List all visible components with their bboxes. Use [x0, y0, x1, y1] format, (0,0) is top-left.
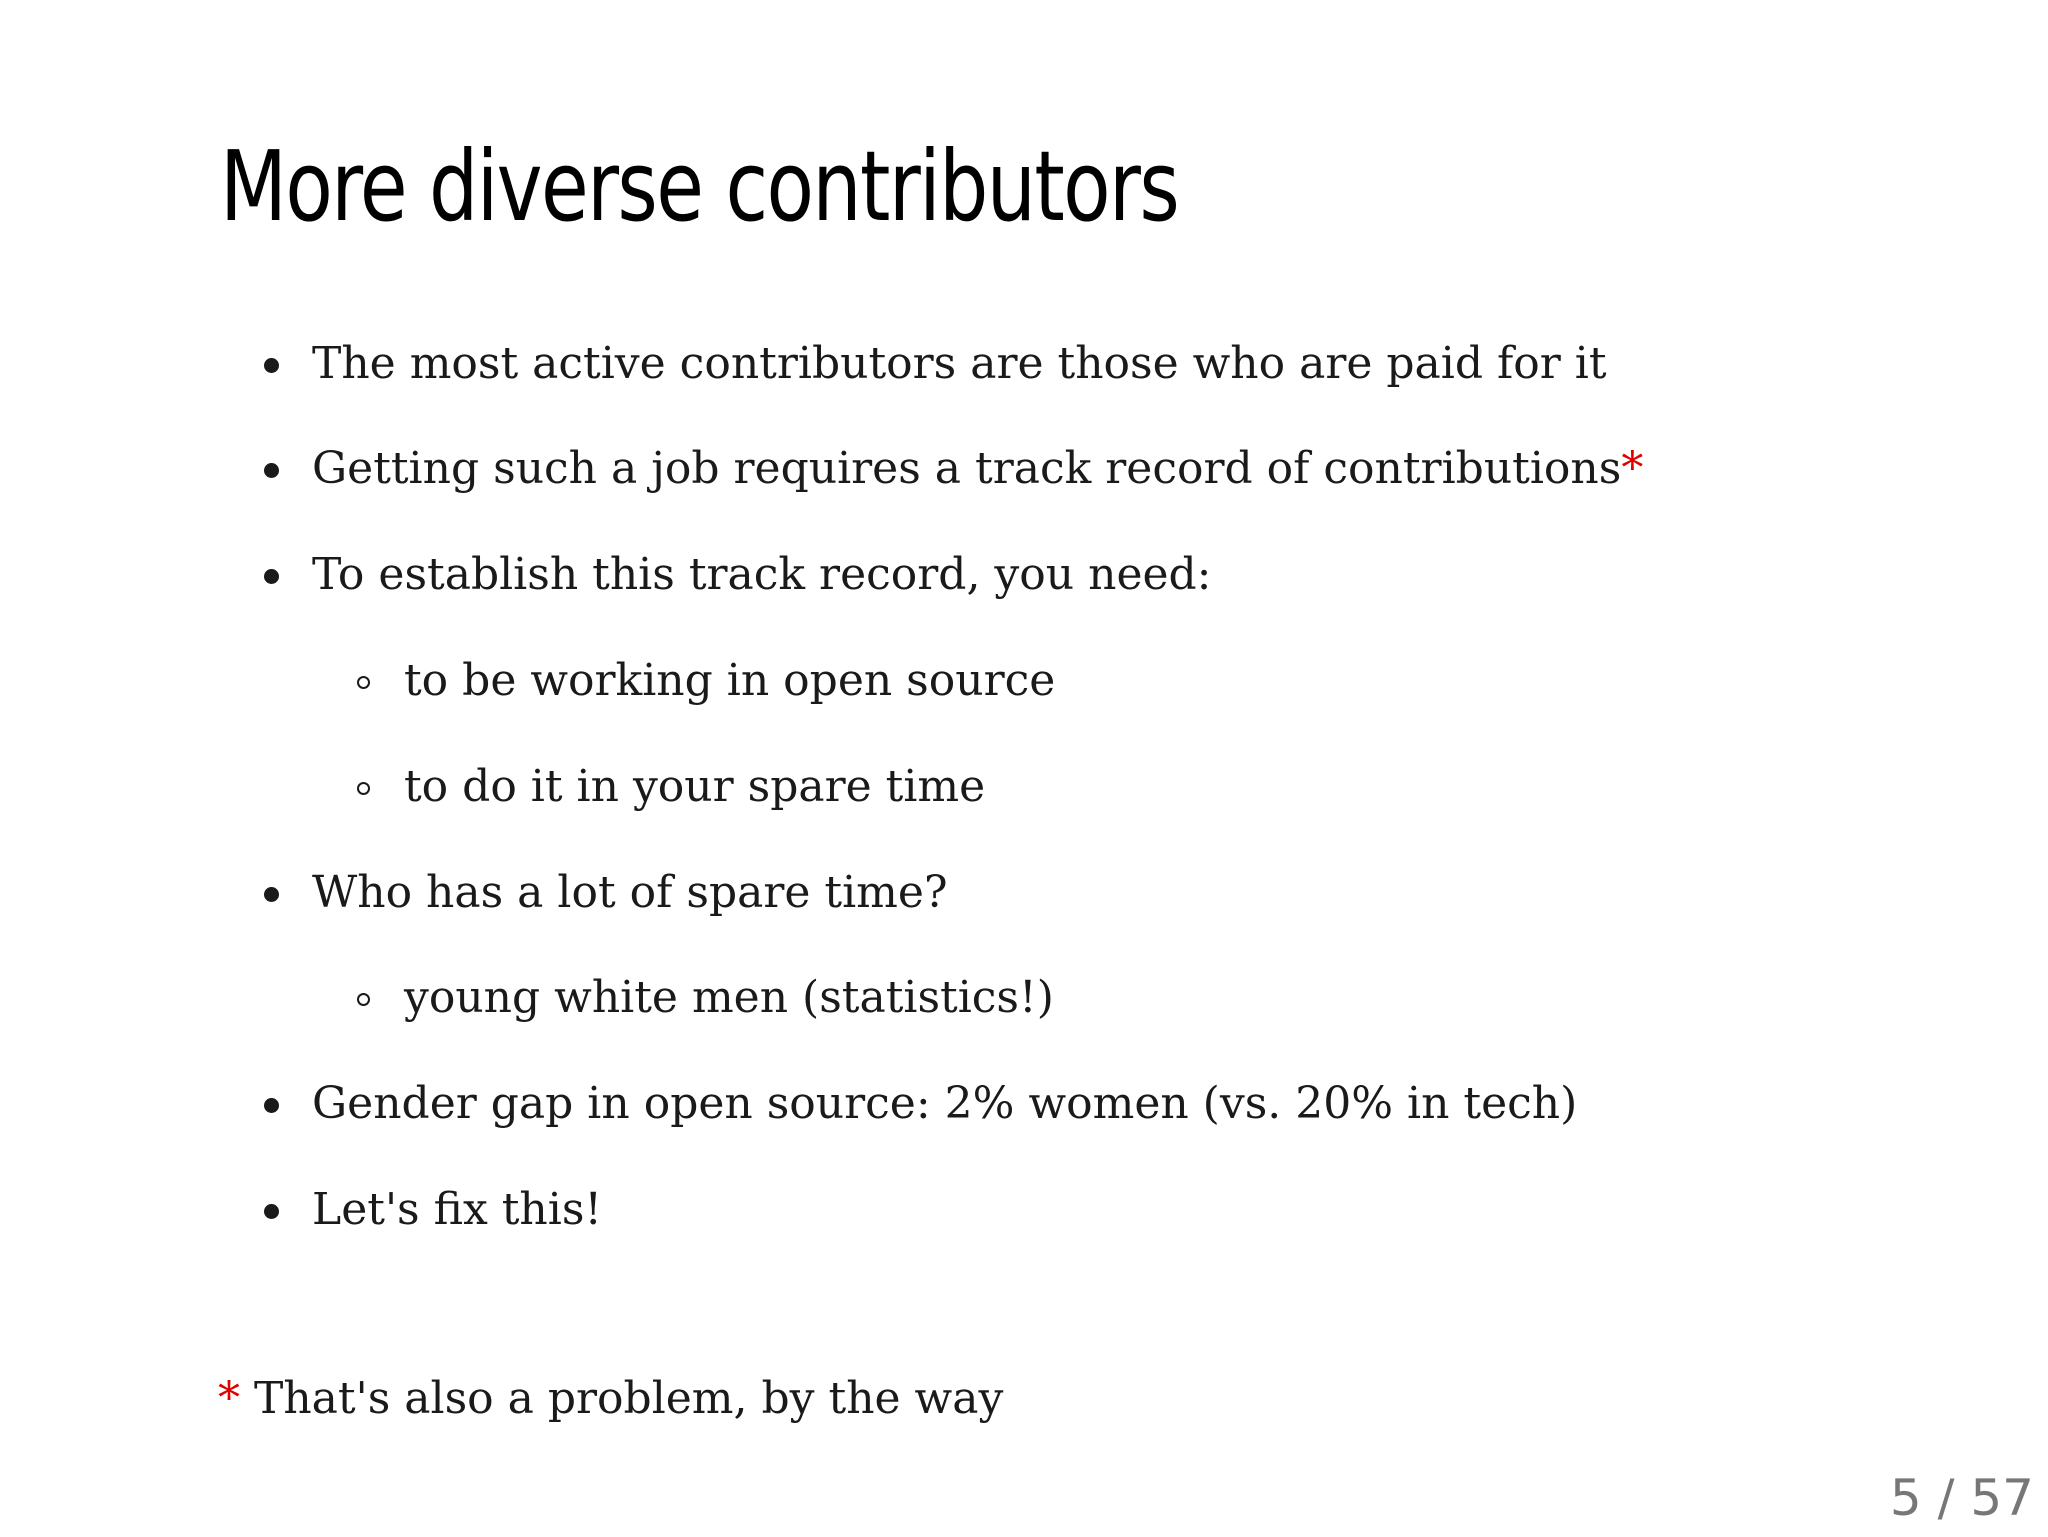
- bullet-disc-icon: [264, 1098, 279, 1113]
- list-item-text: To establish this track record, you need:: [312, 549, 1212, 600]
- list-item: [404, 972, 1054, 1023]
- footnote-asterisk: *: [1621, 443, 1644, 494]
- bullet-circle-icon: [357, 676, 370, 689]
- bullet-disc-icon: [264, 463, 279, 478]
- bullet-disc-icon: [264, 569, 279, 584]
- list-item: [312, 867, 948, 918]
- list-item: [404, 655, 1056, 706]
- list-item: [312, 549, 1212, 600]
- list-item: [312, 1184, 603, 1235]
- footnote: [218, 1373, 1004, 1424]
- list-item: [312, 443, 1644, 494]
- bullet-circle-icon: [357, 782, 370, 795]
- slide-title: More diverse contributors: [220, 130, 1179, 243]
- bullet-disc-icon: [264, 887, 279, 902]
- list-item: [404, 761, 986, 812]
- list-item: [312, 1078, 1578, 1129]
- list-item-text: Let's fix this!: [312, 1184, 603, 1235]
- footnote-text: That's also a problem, by the way: [254, 1373, 1004, 1424]
- list-item-text: to do it in your spare time: [404, 761, 986, 812]
- bullet-disc-icon: [264, 358, 279, 373]
- slide-number: 5 / 57: [1889, 1469, 2034, 1527]
- footnote-asterisk: *: [218, 1373, 240, 1424]
- list-item-text: Who has a lot of spare time?: [312, 867, 948, 918]
- list-item-text: to be working in open source: [404, 655, 1056, 706]
- list-item-text: Getting such a job requires a track record of contributions: [312, 443, 1622, 494]
- list-item-text: The most active contributors are those who are paid for it: [312, 338, 1607, 389]
- list-item-text: Gender gap in open source: 2% women (vs. 20% in tech): [312, 1078, 1578, 1129]
- list-item: [312, 338, 1607, 389]
- list-item-text: young white men (statistics!): [404, 972, 1054, 1023]
- bullet-disc-icon: [264, 1204, 279, 1219]
- bullet-circle-icon: [357, 993, 370, 1006]
